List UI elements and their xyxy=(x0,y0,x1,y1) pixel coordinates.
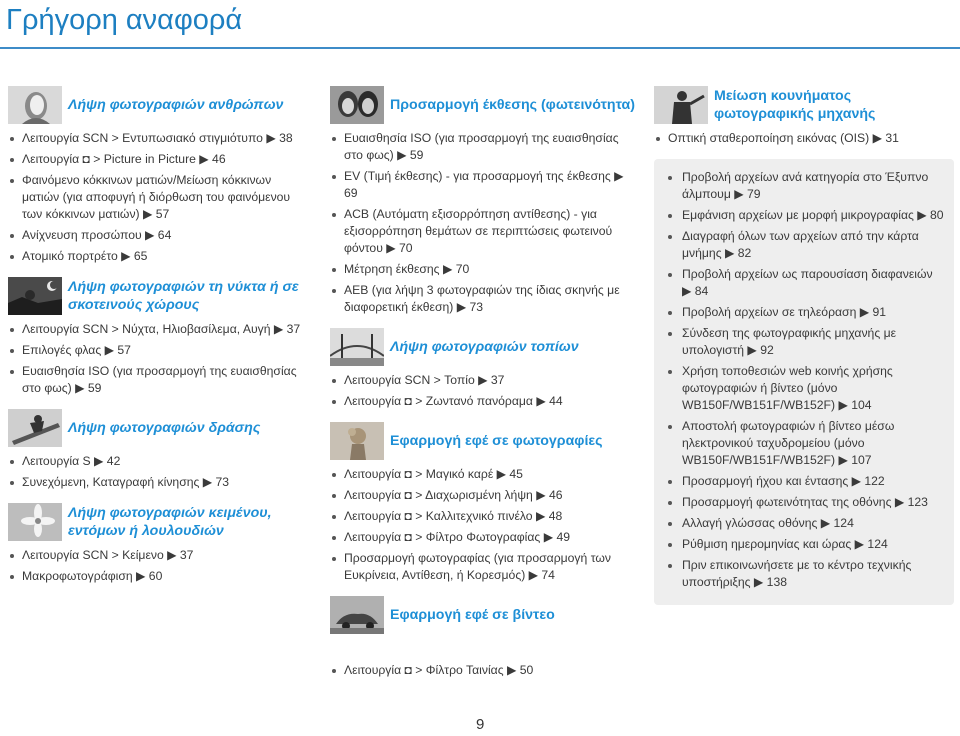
section-header xyxy=(330,422,635,460)
list-item[interactable]: Αποστολή φωτογραφιών ή βίντεο μέσω ηλεκτρονικού ταχυδρομείου (μόνο WB150F/WB151F/WB152F) ▶ 107 xyxy=(654,418,944,469)
section-list xyxy=(8,453,308,491)
section-header xyxy=(330,328,635,366)
list-item[interactable]: AEB (για λήψη 3 φωτογραφιών της ίδιας σκηνής με διαφορετική έκθεση) ▶ 73 xyxy=(330,282,635,316)
section-title: Λήψη φωτογραφιών τη νύκτα ή σε σκοτεινούς χώρους xyxy=(68,279,299,313)
list-item[interactable]: Συνεχόμενη, Καταγραφή κίνησης ▶ 73 xyxy=(8,474,308,491)
section-list xyxy=(330,466,635,584)
list-item[interactable]: Πριν επικοινωνήσετε με το κέντρο τεχνικής υποστήριξης ▶ 138 xyxy=(654,557,944,591)
action-photo-icon xyxy=(8,409,62,447)
section-header xyxy=(654,86,954,124)
list-item[interactable]: ACB (Αυτόματη εξισορρόπηση αντίθεσης) - για εξισορρόπηση θεμάτων σε περιπτώσεις φωτεινού φόντου ▶ 70 xyxy=(330,206,635,257)
list-item[interactable]: Λειτουργία S ▶ 42 xyxy=(8,453,308,470)
section-list xyxy=(8,321,308,397)
section-list xyxy=(8,130,308,265)
section-title: Λήψη φωτογραφιών ανθρώπων xyxy=(68,97,284,113)
list-item[interactable]: Λειτουργία ◘ > Φίλτρο Φωτογραφίας ▶ 49 xyxy=(330,529,635,546)
list-item[interactable]: EV (Τιμή έκθεσης) - για προσαρμογή της έκθεσης ▶ 69 xyxy=(330,168,635,202)
page-number: 9 xyxy=(476,716,485,733)
playback-settings-box xyxy=(654,159,954,605)
list-item[interactable]: Διαγραφή όλων των αρχείων από την κάρτα μνήμης ▶ 82 xyxy=(654,228,944,262)
section-header xyxy=(8,277,308,315)
section-header xyxy=(330,86,635,124)
list-item[interactable]: Λειτουργία SCN > Κείμενο ▶ 37 xyxy=(8,547,308,564)
list-item[interactable]: Λειτουργία SCN > Εντυπωσιακό στιγμιότυπο ▶ 38 xyxy=(8,130,308,147)
list-item[interactable]: Μέτρηση έκθεσης ▶ 70 xyxy=(330,261,635,278)
section-title: Λήψη φωτογραφιών κειμένου, εντόμων ή λουλουδιών xyxy=(68,505,272,539)
page-title: Γρήγορη αναφορά xyxy=(6,4,243,36)
section-list xyxy=(654,130,954,147)
list-item[interactable]: Προσαρμογή φωτεινότητας της οθόνης ▶ 123 xyxy=(654,494,944,511)
list-item[interactable]: Αλλαγή γλώσσας οθόνης ▶ 124 xyxy=(654,515,944,532)
list-item[interactable]: Λειτουργία ◘ > Ζωντανό πανόραμα ▶ 44 xyxy=(330,393,635,410)
section-list xyxy=(330,130,635,316)
section-title: Λήψη φωτογραφιών τοπίων xyxy=(390,339,579,355)
section-list xyxy=(8,547,308,585)
list-item[interactable]: Προσαρμογή φωτογραφίας (για προσαρμογή των Ευκρίνεια, Αντίθεση, ή Κορεσμός) ▶ 74 xyxy=(330,550,635,584)
list-item[interactable]: Προβολή αρχείων ανά κατηγορία στο Έξυπνο άλμπουμ ▶ 79 xyxy=(654,169,944,203)
list-item[interactable]: Ρύθμιση ημερομηνίας και ώρας ▶ 124 xyxy=(654,536,944,553)
list-item[interactable]: Φαινόμενο κόκκινων ματιών/Μείωση κόκκινων ματιών (για αποφυγή ή διόρθωση του φαινόμενου των κόκκινων ματιών) ▶ 57 xyxy=(8,172,308,223)
section-title: Λήψη φωτογραφιών δράσης xyxy=(68,420,261,436)
section-header xyxy=(8,409,308,447)
list-item[interactable]: Λειτουργία ◘ > Φίλτρο Ταινίας ▶ 50 xyxy=(330,662,635,679)
section-title: Προσαρμογή έκθεσης (φωτεινότητα) xyxy=(390,97,635,113)
list-item[interactable]: Λειτουργία ◘ > Picture in Picture ▶ 46 xyxy=(8,151,308,168)
night-photo-icon xyxy=(8,277,62,315)
portrait-photo-icon xyxy=(8,86,62,124)
list-item[interactable]: Ανίχνευση προσώπου ▶ 64 xyxy=(8,227,308,244)
flower-photo-icon xyxy=(8,503,62,541)
photo-effects-icon xyxy=(330,422,384,460)
video-effects-icon xyxy=(330,596,384,634)
section-list xyxy=(330,662,635,679)
list-item[interactable]: Οπτική σταθεροποίηση εικόνας (OIS) ▶ 31 xyxy=(654,130,954,147)
list-item[interactable]: Λειτουργία SCN > Νύχτα, Ηλιοβασίλεμα, Αυγή ▶ 37 xyxy=(8,321,308,338)
column-3 xyxy=(654,86,954,605)
list-item[interactable]: Επιλογές φλας ▶ 57 xyxy=(8,342,308,359)
section-header xyxy=(8,86,308,124)
list-item[interactable]: Εμφάνιση αρχείων με μορφή μικρογραφίας ▶ 80 xyxy=(654,207,944,224)
column-1 xyxy=(8,86,308,597)
list-item[interactable]: Προβολή αρχείων ως παρουσίαση διαφανειών ▶ 84 xyxy=(654,266,944,300)
list-item[interactable]: Λειτουργία ◘ > Μαγικό καρέ ▶ 45 xyxy=(330,466,635,483)
list-item[interactable]: Μακροφωτογράφιση ▶ 60 xyxy=(8,568,308,585)
section-title: Εφαρμογή εφέ σε βίντεο xyxy=(390,607,555,623)
column-2 xyxy=(330,86,635,691)
section-header xyxy=(330,596,635,634)
list-item[interactable]: Προσαρμογή ήχου και έντασης ▶ 122 xyxy=(654,473,944,490)
landscape-photo-icon xyxy=(330,328,384,366)
list-item[interactable]: Λειτουργία SCN > Τοπίο ▶ 37 xyxy=(330,372,635,389)
section-list xyxy=(330,372,635,410)
list-item[interactable]: Προβολή αρχείων σε τηλεόραση ▶ 91 xyxy=(654,304,944,321)
list-item[interactable]: Ευαισθησία ISO (για προσαρμογή της ευαισθησίας στο φως) ▶ 59 xyxy=(8,363,308,397)
list-item[interactable]: Ευαισθησία ISO (για προσαρμογή της ευαισθησίας στο φως) ▶ 59 xyxy=(330,130,635,164)
section-title: Εφαρμογή εφέ σε φωτογραφίες xyxy=(390,433,603,449)
camera-shake-icon xyxy=(654,86,708,124)
list-item[interactable]: Χρήση τοποθεσιών web κοινής χρήσης φωτογραφιών ή βίντεο (μόνο WB150F/WB151F/WB152F) ▶ 104 xyxy=(654,363,944,414)
list-item[interactable]: Λειτουργία ◘ > Διαχωρισμένη λήψη ▶ 46 xyxy=(330,487,635,504)
list-item[interactable]: Σύνδεση της φωτογραφικής μηχανής με υπολογιστή ▶ 92 xyxy=(654,325,944,359)
exposure-photo-icon xyxy=(330,86,384,124)
section-header xyxy=(8,503,308,541)
section-title: Μείωση κουνήματος φωτογραφικής μηχανής xyxy=(714,88,876,122)
section-list xyxy=(654,169,944,591)
title-divider xyxy=(0,47,960,49)
list-item[interactable]: Λειτουργία ◘ > Καλλιτεχνικό πινέλο ▶ 48 xyxy=(330,508,635,525)
list-item[interactable]: Ατομικό πορτρέτο ▶ 65 xyxy=(8,248,308,265)
